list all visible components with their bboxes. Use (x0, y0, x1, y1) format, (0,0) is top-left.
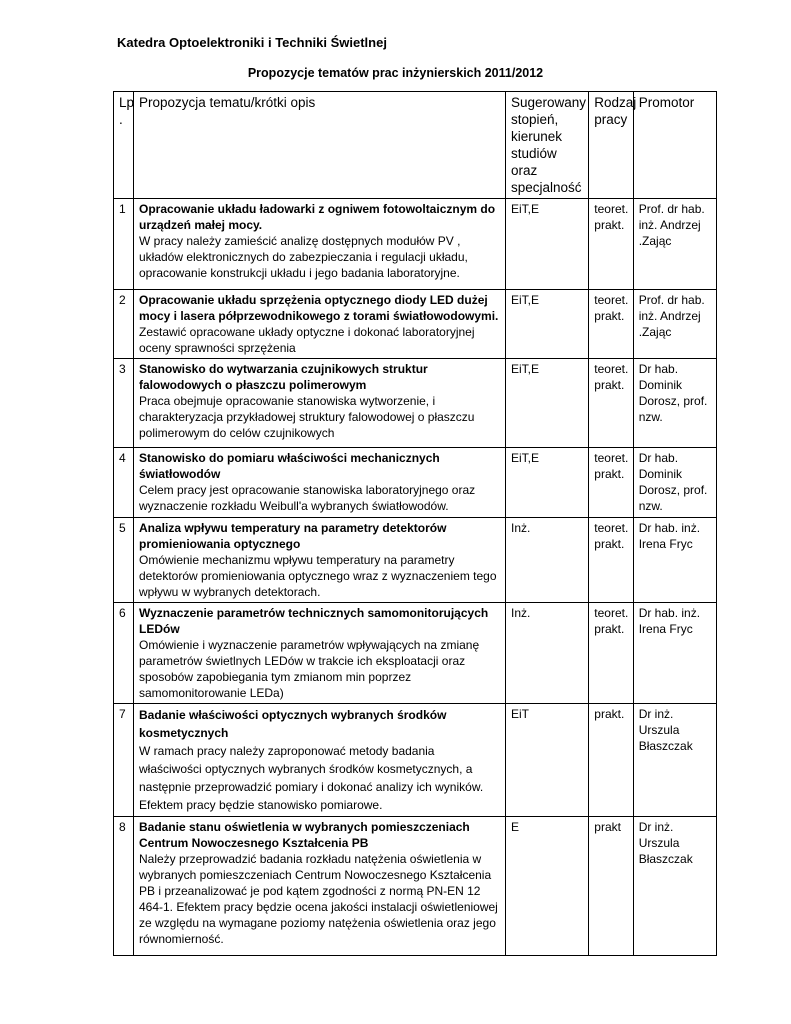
row-lp: 1 (114, 199, 134, 290)
topic-title: Opracowanie układu sprzężenia optycznego diody LED dużej mocy i lasera półprzewodnikowego z torami światłowodowymi. (138, 293, 499, 323)
row-topic (133, 603, 505, 704)
row-type: prakt (589, 817, 633, 956)
topic-title: Wyznaczenie parametrów technicznych samomonitorujących LEDów (138, 606, 489, 636)
row-type: teoret. prakt. (589, 518, 633, 603)
row-lp: 3 (114, 359, 134, 448)
header-topic: Propozycja tematu/krótki opis (133, 92, 505, 199)
row-lp: 2 (114, 290, 134, 359)
table-header-row (114, 92, 717, 199)
row-degree: Inż. (506, 518, 589, 603)
header-type: Rodzaj pracy (589, 92, 633, 199)
row-promoter: Dr inż. Urszula Błaszczak (633, 817, 716, 956)
table-row (114, 518, 717, 603)
row-topic (133, 704, 505, 817)
topic-title: Stanowisko do pomiaru właściwości mechanicznych światłowodów (138, 451, 440, 481)
department-name: Katedra Optoelektroniki i Techniki Świetlnej (117, 35, 387, 50)
row-degree: EiT,E (506, 199, 589, 290)
row-degree: EiT (506, 704, 589, 817)
row-degree: EiT,E (506, 290, 589, 359)
row-promoter: Dr hab. Dominik Dorosz, prof. nzw. (633, 448, 716, 518)
header-degree: Sugerowany stopień, kierunek studiów oraz specjalność (506, 92, 589, 199)
table-row (114, 448, 717, 518)
row-topic (133, 359, 505, 448)
row-promoter: Prof. dr hab. inż. Andrzej .Zając (633, 290, 716, 359)
header-promoter: Promotor (633, 92, 716, 199)
topic-title: Badanie stanu oświetlenia w wybranych pomieszczeniach Centrum Nowoczesnego Kształcenia PB (138, 820, 470, 850)
row-promoter: Dr hab. inż. Irena Fryc (633, 518, 716, 603)
row-promoter: Prof. dr hab. inż. Andrzej .Zając (633, 199, 716, 290)
row-type: teoret. prakt. (589, 448, 633, 518)
topics-table (113, 91, 717, 956)
row-degree: Inż. (506, 603, 589, 704)
topic-description: Należy przeprowadzić badania rozkładu natężenia oświetlenia w wybranych pomieszczeniach Centrum Nowoczesnego Kształcenia PB i przeanalizować je pod kątem zgodności z normą PN-EN 12 464-1. Efektem pracy będzie ocena jakości instalacji oświetleniowej ze względu na wymagane poziomy natężenia oświetlenia oraz jego równomierność. (138, 852, 498, 946)
row-topic (133, 448, 505, 518)
row-type: teoret. prakt. (589, 290, 633, 359)
topic-title: Badanie właściwości optycznych wybranych środków kosmetycznych (138, 708, 447, 740)
row-topic (133, 290, 505, 359)
row-degree: EiT,E (506, 359, 589, 448)
row-type: teoret. prakt. (589, 359, 633, 448)
row-topic (133, 817, 505, 956)
row-lp: 4 (114, 448, 134, 518)
topic-title: Analiza wpływu temperatury na parametry detektorów promieniowania optycznego (138, 521, 447, 551)
row-promoter: Dr inż. Urszula Błaszczak (633, 704, 716, 817)
table-row (114, 704, 717, 817)
topic-description: Omówienie mechanizmu wpływu temperatury na parametry detektorów promieniowania optycznego wraz z wyznaczeniem tego wpływu w wybranych detektorach. (138, 553, 497, 599)
topic-title: Stanowisko do wytwarzania czujnikowych struktur falowodowych o płaszczu polimerowym (138, 362, 428, 392)
topic-description: W pracy należy zamieścić analizę dostępnych modułów PV , układów elektronicznych do zabezpieczania i regulacji układu, opracowanie konstrukcji układu i jego badania laboratoryjne. (138, 234, 468, 280)
table-row (114, 199, 717, 290)
table-row (114, 290, 717, 359)
topic-description: Celem pracy jest opracowanie stanowiska laboratoryjnego oraz wyznaczenie rozkładu Weibull'a wybranych światłowodów. (138, 483, 476, 513)
row-topic (133, 518, 505, 603)
table-row (114, 817, 717, 956)
row-topic (133, 199, 505, 290)
row-promoter: Dr hab. Dominik Dorosz, prof. nzw. (633, 359, 716, 448)
row-lp: 6 (114, 603, 134, 704)
row-type: teoret. prakt. (589, 199, 633, 290)
table-row (114, 359, 717, 448)
topic-description: W ramach pracy należy zaproponować metody badania właściwości optycznych wybranych środków kosmetycznych, a następnie przeprowadzić pomiary i dokonać analizy ich wyników. Efektem pracy będzie stanowisko pomiarowe. (138, 744, 484, 812)
topic-description: Zestawić opracowane układy optyczne i dokonać laboratoryjnej oceny sprawności sprzężenia (138, 325, 475, 355)
row-promoter: Dr hab. inż. Irena Fryc (633, 603, 716, 704)
row-type: prakt. (589, 704, 633, 817)
header-lp: Lp . (114, 92, 134, 199)
document-title: Propozycje tematów prac inżynierskich 2011/2012 (247, 66, 544, 80)
topic-description: Praca obejmuje opracowanie stanowiska wytworzenie, i charakteryzacja przykładowej struktury falowodowej o płaszczu polimerowym do celów czujnikowych (138, 394, 475, 440)
topic-title: Opracowanie układu ładowarki z ogniwem fotowoltaicznym do urządzeń małej mocy. (138, 202, 496, 232)
row-lp: 8 (114, 817, 134, 956)
row-type: teoret. prakt. (589, 603, 633, 704)
row-lp: 7 (114, 704, 134, 817)
topic-description: Omówienie i wyznaczenie parametrów wpływających na zmianę parametrów świetlnych LEDów w trakcie ich eksploatacji oraz sposobów zapobiegania tym zmianom min poprzez samomonitorowanie LEDa) (138, 638, 480, 700)
row-lp: 5 (114, 518, 134, 603)
row-degree: E (506, 817, 589, 956)
table-row (114, 603, 717, 704)
row-degree: EiT,E (506, 448, 589, 518)
